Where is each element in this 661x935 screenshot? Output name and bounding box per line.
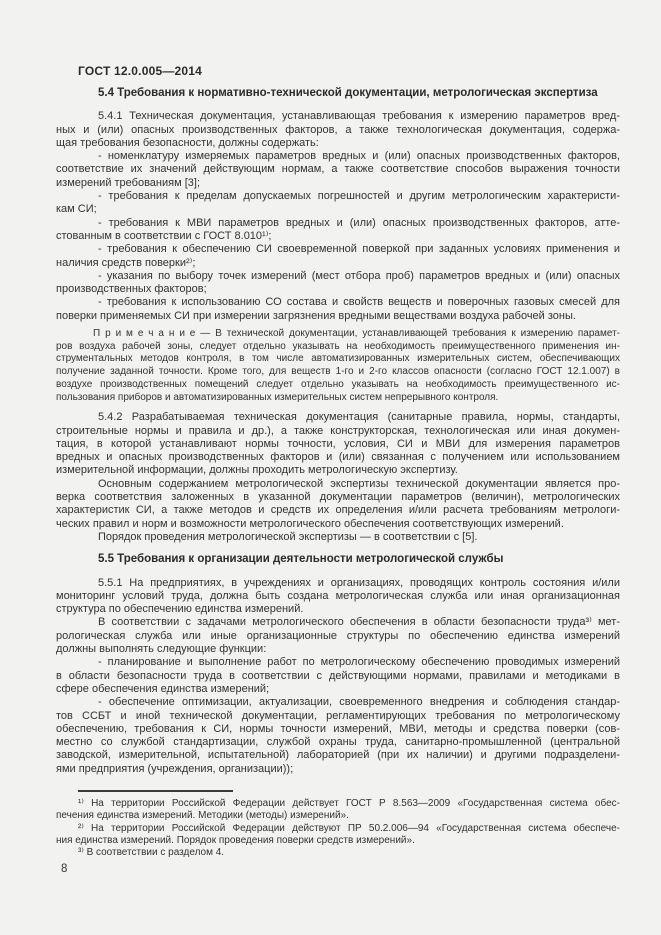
text-line: ³⁾ В соответствии с разделом 4. — [78, 847, 225, 859]
paragraph — [56, 478, 620, 531]
text-line: воздухе производственных помещений следует отдельно указывать на необходимость преимущественного ис- — [56, 378, 620, 390]
footnotes-section — [56, 798, 620, 859]
text-line: Порядок проведения метрологической экспертизы — в соответствии с [5]. — [98, 530, 478, 543]
text-line: стованным в соответствии с ГОСТ 8.010¹⁾; — [56, 229, 272, 242]
paragraph — [56, 243, 620, 270]
text-line: 5.5.1 На предприятиях, в учреждениях и организациях, проводящих контроль состояния и/или — [98, 576, 620, 589]
footnote-separator-line — [78, 790, 233, 792]
text-line: ¹⁾ На территории Российской Федерации действует ГОСТ Р 8.563—2009 «Государственная система обес- — [78, 797, 620, 809]
text-line: производственных факторов; — [56, 283, 207, 296]
text-line: тация, в которой устанавливают нормы точности, условия, СИ и МВИ для измерения параметров — [56, 437, 620, 450]
text-line: П р и м е ч а н и е — В технической документации, устанавливающей требования к измерению парамет- — [93, 328, 620, 340]
text-line: поверки применяемых СИ при измерении загрязнения вредными веществами воздуха рабочей зоны. — [56, 309, 576, 322]
paragraph — [56, 190, 620, 217]
paragraph — [56, 150, 620, 190]
text-line: - требования к пределам допускаемых погрешностей и другим метрологическим характеристи- — [98, 190, 620, 203]
paragraph — [56, 577, 620, 617]
paragraph — [56, 110, 620, 150]
text-line: в области безопасности труда в соответствии с действующими нормами, правилами и методиками в — [56, 669, 620, 682]
text-line: мониторинг условий труда, должна быть создана метрологическая служба или иная организационная — [56, 589, 620, 602]
footnote — [56, 823, 620, 848]
paragraph — [56, 616, 620, 656]
text-line: характеристик СИ, а также методов и средств их определения и/или расчета требованиям метрологи- — [56, 504, 620, 517]
paragraph — [56, 656, 620, 696]
page-number: 8 — [61, 863, 68, 876]
text-line: - указания по выбору точек измерений (мест отбора проб) параметров вредных и (или) опасных — [98, 269, 620, 282]
footnote — [56, 798, 620, 823]
text-line: - требования к МВИ параметров вредных и (или) опасных производственных факторов, атте- — [98, 216, 620, 229]
text-line: - требования к обеспечению СИ своевременной поверкой при заданных условиях применения и — [98, 243, 620, 256]
text-line: 5.4.2 Разрабатываемая техническая документация (санитарные правила, нормы, стандарты, — [98, 411, 620, 424]
section-heading: 5.4 Требования к нормативно-технической документации, метрологическая экспертиза — [98, 87, 598, 99]
text-line: ния единства измерений. Порядок проведения поверки средств измерений». — [56, 834, 415, 846]
document-body — [56, 87, 620, 776]
text-line: ²⁾ На территории Российской Федерации действуют ПР 50.2.006—94 «Государственная система обеспече- — [78, 822, 620, 834]
text-line: местно со службой стандартизации, службой охраны труда, санитарно-промышленной (центральной — [56, 736, 620, 749]
footnote — [56, 847, 620, 859]
text-line: измерительной информации, должны проходить метрологическую экспертизу. — [56, 464, 458, 477]
text-line: струментальных методов контроля, в том числе автоматизированных измерительных систем, обеспечивающих — [56, 353, 620, 365]
text-line: 5.4.1 Техническая документация, устанавливающая требования к измерению параметров вред- — [98, 110, 620, 123]
note-paragraph — [56, 328, 620, 404]
paragraph — [56, 531, 620, 544]
text-line: наличия средств поверки²⁾; — [56, 256, 196, 269]
text-line: пользования приборов и автоматизированных измерительных систем непрерывного контроля. — [56, 391, 499, 403]
text-line: заводской, измерительной, испытательной) лабораторией (при их наличии) и другими подразделени- — [56, 749, 620, 762]
text-line: структура по обеспечению единства измерений. — [56, 603, 304, 616]
text-line: обеспечению, требования к СИ, нормы точности измерений, МВИ, методы и средства поверки (сов- — [56, 722, 620, 735]
text-line: ческих правил и норм и возможности метрологического обеспечения соответствующих измерений. — [56, 517, 564, 530]
text-line: В соответствии с задачами метрологического обеспечения в области безопасности труда³⁾ мет- — [98, 616, 620, 629]
text-line: измерений требованиям [3]; — [56, 176, 201, 189]
text-line: ров воздуха рабочей зоны, следует отдельно указывать на необходимость преимущественного применения ин- — [56, 340, 620, 352]
section-heading: 5.5 Требования к организации деятельности метрологической службы — [98, 553, 504, 566]
text-line: - обеспечение оптимизации, актуализации, своевременного внедрения и соблюдения стандар- — [98, 696, 620, 709]
paragraph — [56, 217, 620, 244]
text-line: ями предприятия (учреждения, организации)); — [56, 762, 294, 775]
text-line: - планирование и выполнение работ по метрологическому обеспечению проводимых измерений — [98, 656, 620, 669]
text-line: ных и (или) опасных производственных факторов, а также технологическая документация, содержа- — [56, 123, 620, 136]
paragraph — [56, 270, 620, 297]
text-line: тов ССБТ и иной технической документации, регламентирующих требования по метрологическому — [56, 709, 620, 722]
text-line: строительные нормы и правила и др.), а также конструкторская, технологическая или иная докумен- — [56, 424, 620, 437]
paragraph — [56, 296, 620, 323]
text-line: - номенклатуру измеряемых параметров вредных и (или) опасных производственных факторов, — [98, 150, 620, 163]
text-line: рологическая служба или иные организационные структуры по обеспечению единства измерений — [56, 629, 620, 642]
paragraph — [56, 696, 620, 776]
text-line: кам СИ; — [56, 203, 97, 216]
text-line: соответствие их значений действующим нормам, а также соответствие способов выражения точности — [56, 163, 620, 176]
text-line: получение заданной точности. Кроме того, для веществ 1-го и 2-го классов опасности (согласно ГОСТ 12.1.007) в — [56, 366, 620, 378]
text-line: печения единства измерений. Методики (методы) измерений». — [56, 810, 349, 822]
text-line: вредных и опасных производственных факторов и (или) связанная с получением или использованием — [56, 451, 620, 464]
text-line: верка соответствия заложенных в указанной документации параметров (величин), метрологических — [56, 491, 620, 504]
text-line: - требования к использованию СО состава и свойств веществ и поверочных газовых смесей для — [98, 296, 620, 309]
text-line: Основным содержанием метрологической экспертизы технической документации является про- — [98, 477, 620, 490]
text-line: щая требования безопасности, должны содержать: — [56, 136, 319, 149]
document-code-header: ГОСТ 12.0.005—2014 — [78, 64, 203, 78]
text-line: должны выполнять следующие функции: — [56, 643, 267, 656]
paragraph — [56, 411, 620, 477]
text-line: сфере обеспечения единства измерений; — [56, 682, 270, 695]
